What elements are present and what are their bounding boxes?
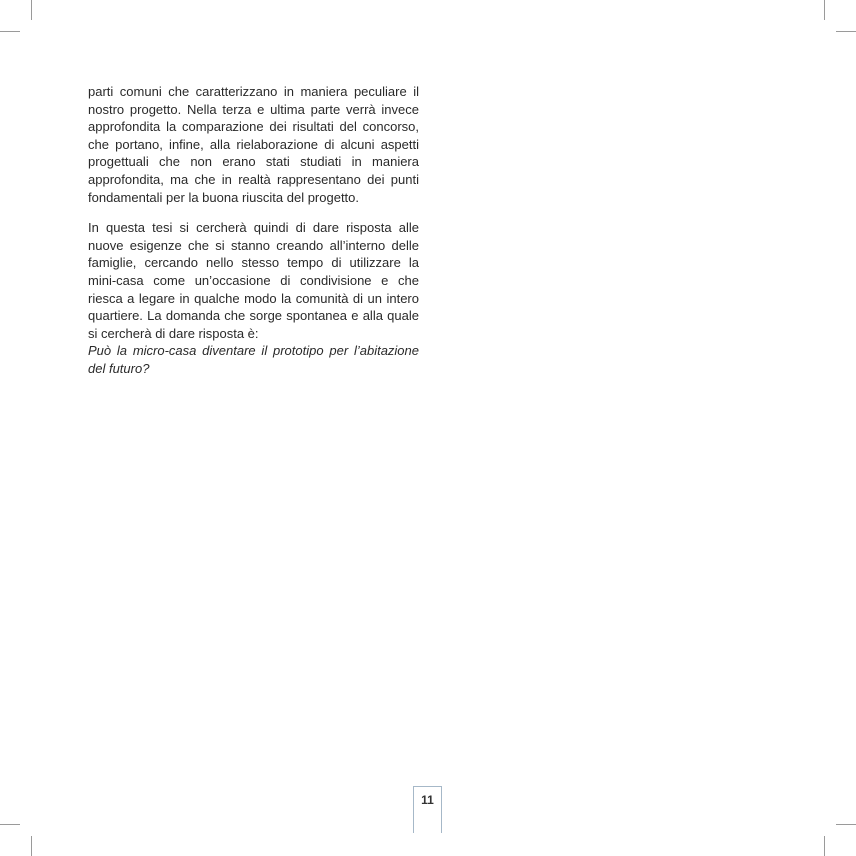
crop-mark-top-left-horizontal (0, 31, 20, 32)
crop-mark-top-right-horizontal (836, 31, 856, 32)
crop-mark-top-left-vertical (31, 0, 32, 20)
body-text (88, 83, 419, 378)
crop-mark-bottom-right-horizontal (836, 824, 856, 825)
crop-mark-bottom-left-horizontal (0, 824, 20, 825)
research-question: Può la micro-casa diventare il prototipo per l’abitazione del futuro? (88, 343, 419, 376)
crop-mark-top-right-vertical (824, 0, 825, 20)
paragraph-2-text: In questa tesi si cercherà quindi di dare risposta alle nuove esigenze che si stanno creando all’interno delle famiglie, cercando nello stesso tempo di utilizzare la mini-casa come un’occasione di condivisione e che riesca a legare in qualche modo la comunità di un intero quartiere. La domanda che sorge spontanea e alla quale si cercherà di dare risposta è: (88, 220, 419, 341)
page-number: 11 (421, 793, 434, 807)
page-number-box (413, 786, 442, 833)
crop-mark-bottom-left-vertical (31, 836, 32, 856)
paragraph-1: parti comuni che caratterizzano in maniera peculiare il nostro progetto. Nella terza e ultima parte verrà invece approfondita la comparazione dei risultati del concorso, che portano, infine, alla rielaborazione di alcuni aspetti progettuali che non erano stati studiati in maniera approfondita, ma che in realtà rappresentano dei punti fondamentali per la buona riuscita del progetto. (88, 84, 419, 205)
crop-mark-bottom-right-vertical (824, 836, 825, 856)
paragraph-2 (88, 219, 419, 377)
